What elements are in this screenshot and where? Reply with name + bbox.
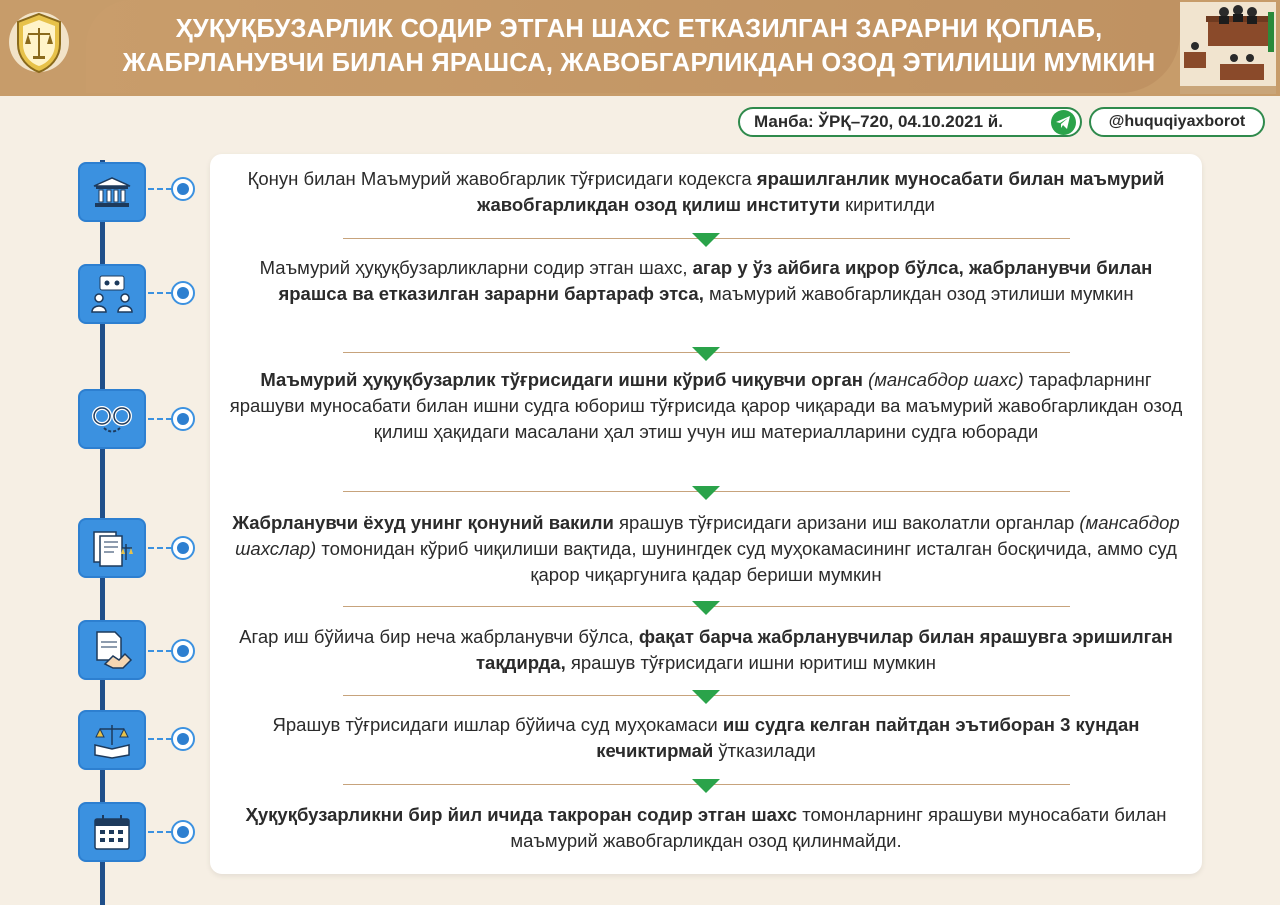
step-connector xyxy=(148,831,172,833)
step-dot xyxy=(171,639,195,663)
handcuffs-icon xyxy=(78,389,146,449)
step-text-bold: Маъмурий ҳуқуқбузарлик тўғрисидаги ишни кўриб чиқувчи орган xyxy=(260,369,863,390)
channel-handle: @huquqiyaxborot xyxy=(1108,113,1246,130)
step-text-run: ярашув тўғрисидаги ишни юритиш мумкин xyxy=(565,652,936,673)
step-text-bold: агар у ўз айбига иқрор бўлса, жабрланувчи билан ярашса ва етказилган зарарни бартараф этса, xyxy=(278,257,1153,304)
document-handshake-icon xyxy=(78,620,146,680)
step-connector xyxy=(148,650,172,652)
step-text-run: томонидан кўриб чиқилиши вақтида, шунингдек суд муҳокамасининг исталган босқичида, аммо суд қарор чиқаргунига қадар бериши мумкин xyxy=(316,538,1177,585)
page-title xyxy=(104,12,1174,80)
source-label: Манба: ЎРҚ–720, 04.10.2021 й. xyxy=(754,112,1003,131)
step-text-run: Маъмурий ҳуқуқбузарликларни содир этган шахс, xyxy=(259,257,693,278)
scales-shield-emblem-icon xyxy=(8,6,70,78)
down-arrow-icon xyxy=(692,601,720,615)
step-text-6 xyxy=(226,712,1186,764)
down-arrow-icon xyxy=(692,779,720,793)
step-text-5 xyxy=(226,624,1186,676)
step-connector xyxy=(148,738,172,740)
telegram-icon[interactable] xyxy=(1051,110,1076,135)
step-text-run: маъмурий жавобгарликдан озод этилиши мумкин xyxy=(703,283,1134,304)
step-text-run: тарафларнинг ярашуви муносабати билан ишни судга юбориш тўғрисида қарор чиқаради ва маъмурий жавобгарликдан озод қилиш ҳақидаги масалани ҳал этиш учун иш материалларини судга юборади xyxy=(229,369,1183,442)
step-text-run: (мансабдор шахс) xyxy=(862,369,1024,390)
step-text-run: ўтказилади xyxy=(713,740,816,761)
step-dot xyxy=(171,820,195,844)
source-label-pill xyxy=(738,107,1082,137)
step-text-run: Агар иш бўйича бир неча жабрланувчи бўлса, xyxy=(239,626,639,647)
step-text-2 xyxy=(226,255,1186,307)
courtroom-illustration-icon xyxy=(1180,2,1276,94)
header-bar xyxy=(0,0,1280,96)
step-text-1 xyxy=(226,166,1186,218)
step-text-bold: фақат барча жабрланувчилар билан ярашувга эришилган тақдирда, xyxy=(475,626,1173,673)
scales-book-icon xyxy=(78,710,146,770)
step-text-4 xyxy=(226,510,1186,588)
step-text-bold: Ҳуқуқбузарликни бир йил ичида такроран содир этган шахс xyxy=(245,804,798,825)
down-arrow-icon xyxy=(692,690,720,704)
step-text-run: (мансабдор шахслар) xyxy=(235,512,1180,559)
title-line-2: ЖАБРЛАНУВЧИ БИЛАН ЯРАШСА, ЖАВОБГАРЛИКДАН ОЗОД ЭТИЛИШИ МУМКИН xyxy=(122,49,1156,77)
step-text-bold: Жабрланувчи ёхуд унинг қонуний вакили xyxy=(232,512,614,533)
step-text-bold: ярашилганлик муносабати билан маъмурий жавобгарликдан озод қилиш институти xyxy=(477,168,1165,215)
step-dot xyxy=(171,177,195,201)
step-connector xyxy=(148,292,172,294)
step-dot xyxy=(171,727,195,751)
down-arrow-icon xyxy=(692,486,720,500)
step-dot xyxy=(171,281,195,305)
step-text-bold: иш судга келган пайтдан эътиборан 3 кундан кечиктирмай xyxy=(596,714,1140,761)
step-text-run: Қонун билан Маъмурий жавобгарлик тўғрисидаги кодексга xyxy=(247,168,757,189)
step-connector xyxy=(148,188,172,190)
court-building-icon xyxy=(78,162,146,222)
step-text-7 xyxy=(226,802,1186,854)
step-connector xyxy=(148,418,172,420)
step-connector xyxy=(148,547,172,549)
step-text-run: томонларнинг ярашуви муносабати билан маъмурий жавобгарликдан озод қилинмайди. xyxy=(510,804,1167,851)
step-text-3 xyxy=(226,367,1186,445)
calendar-icon xyxy=(78,802,146,862)
two-persons-dialogue-icon xyxy=(78,264,146,324)
documents-scales-icon xyxy=(78,518,146,578)
down-arrow-icon xyxy=(692,347,720,361)
down-arrow-icon xyxy=(692,233,720,247)
step-dot xyxy=(171,536,195,560)
step-text-run: Ярашув тўғрисидаги ишлар бўйича суд муҳокамаси xyxy=(272,714,723,735)
channel-handle-link[interactable] xyxy=(1089,107,1265,137)
step-text-run: ярашув тўғрисидаги аризани иш ваколатли органлар xyxy=(613,512,1080,533)
step-text-run: киритилди xyxy=(839,194,935,215)
step-dot xyxy=(171,407,195,431)
title-line-1: ҲУҚУҚБУЗАРЛИК СОДИР ЭТГАН ШАХС ЕТКАЗИЛГАН ЗАРАРНИ ҚОПЛАБ, xyxy=(175,15,1103,43)
